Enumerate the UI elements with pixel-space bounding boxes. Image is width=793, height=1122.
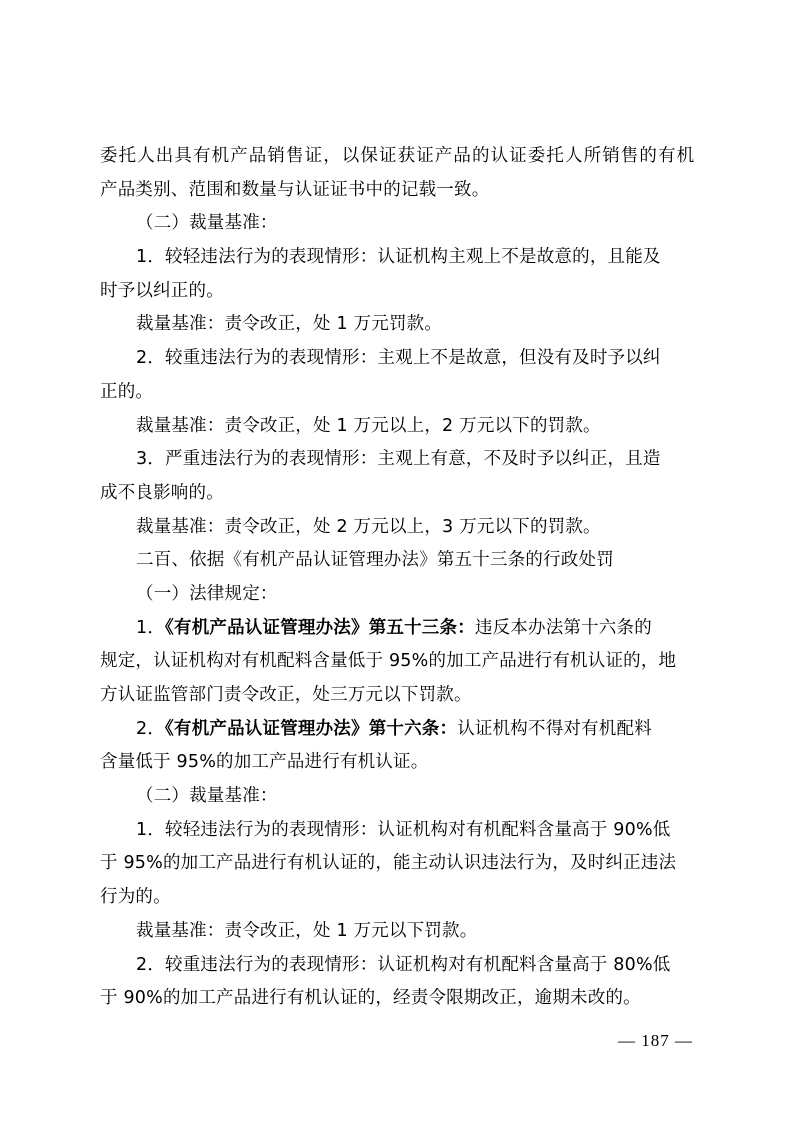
paragraph-line: 于 95%的加工产品进行有机认证的，能主动认识违法行为，及时纠正违法: [100, 853, 677, 874]
paragraph-line: 2．较重违法行为的表现情形：主观上不是故意，但没有及时予以纠: [136, 348, 661, 369]
paragraph-line: 裁量基准：责令改正，处 1 万元罚款。: [136, 314, 443, 335]
paragraph-line: 规定，认证机构对有机配料含量低于 95%的加工产品进行有机认证的，地: [100, 651, 677, 672]
article-heading: 二百、依据《有机产品认证管理办法》第五十三条的行政处罚: [136, 550, 614, 571]
page-number: — 187 —: [618, 1031, 693, 1050]
section-heading: （二）裁量基准：: [136, 213, 278, 234]
law-citation: 《有机产品认证管理办法》第十六条：: [165, 718, 458, 739]
paragraph-line: 裁量基准：责令改正，处 2 万元以上，3 万元以下的罚款。: [136, 516, 601, 537]
body-text: [100, 140, 696, 1016]
paragraph-line: 委托人出具有机产品销售证，以保证获证产品的认证委托人所销售的有机: [100, 146, 696, 166]
paragraph-line: [100, 612, 696, 646]
paragraph-line: 产品类别、范围和数量与认证证书中的记载一致。: [100, 179, 490, 200]
paragraph-line: 方认证监管部门责令改正，处三万元以下罚款。: [100, 685, 472, 705]
paragraph-text: 认证机构不得对有机配料: [457, 718, 652, 739]
paragraph-line: 裁量基准：责令改正，处 1 万元以下罚款。: [136, 920, 478, 941]
item-number: 1．: [136, 617, 166, 638]
paragraph-text: 违反本办法第十六条的: [474, 617, 652, 638]
section-heading: （二）裁量基准：: [136, 786, 278, 807]
section-heading: （一）法律规定：: [136, 583, 278, 604]
paragraph-line: 行为的。: [100, 887, 171, 908]
paragraph-line: 裁量基准：责令改正，处 1 万元以上，2 万元以下的罚款。: [136, 415, 601, 436]
paragraph-line: 正的。: [100, 381, 154, 402]
paragraph-line: [100, 713, 696, 747]
law-citation: 《有机产品认证管理办法》第五十三条：: [165, 617, 475, 638]
paragraph-line: 成不良影响的。: [100, 482, 224, 503]
paragraph-line: 时予以纠正的。: [100, 280, 224, 301]
paragraph-line: 于 90%的加工产品进行有机认证的，经责令限期改正，逾期未改的。: [100, 988, 641, 1009]
item-number: 2．: [136, 718, 166, 739]
paragraph-line: 2．较重违法行为的表现情形：认证机构对有机配料含量高于 80%低: [136, 954, 671, 975]
paragraph-line: 3．严重违法行为的表现情形：主观上有意，不及时予以纠正，且造: [136, 449, 661, 470]
paragraph-line: 1．较轻违法行为的表现情形：认证机构对有机配料含量高于 90%低: [136, 819, 671, 840]
paragraph-line: 1．较轻违法行为的表现情形：认证机构主观上不是故意的，且能及: [136, 247, 661, 268]
paragraph-line: 含量低于 95%的加工产品进行有机认证。: [100, 752, 429, 773]
